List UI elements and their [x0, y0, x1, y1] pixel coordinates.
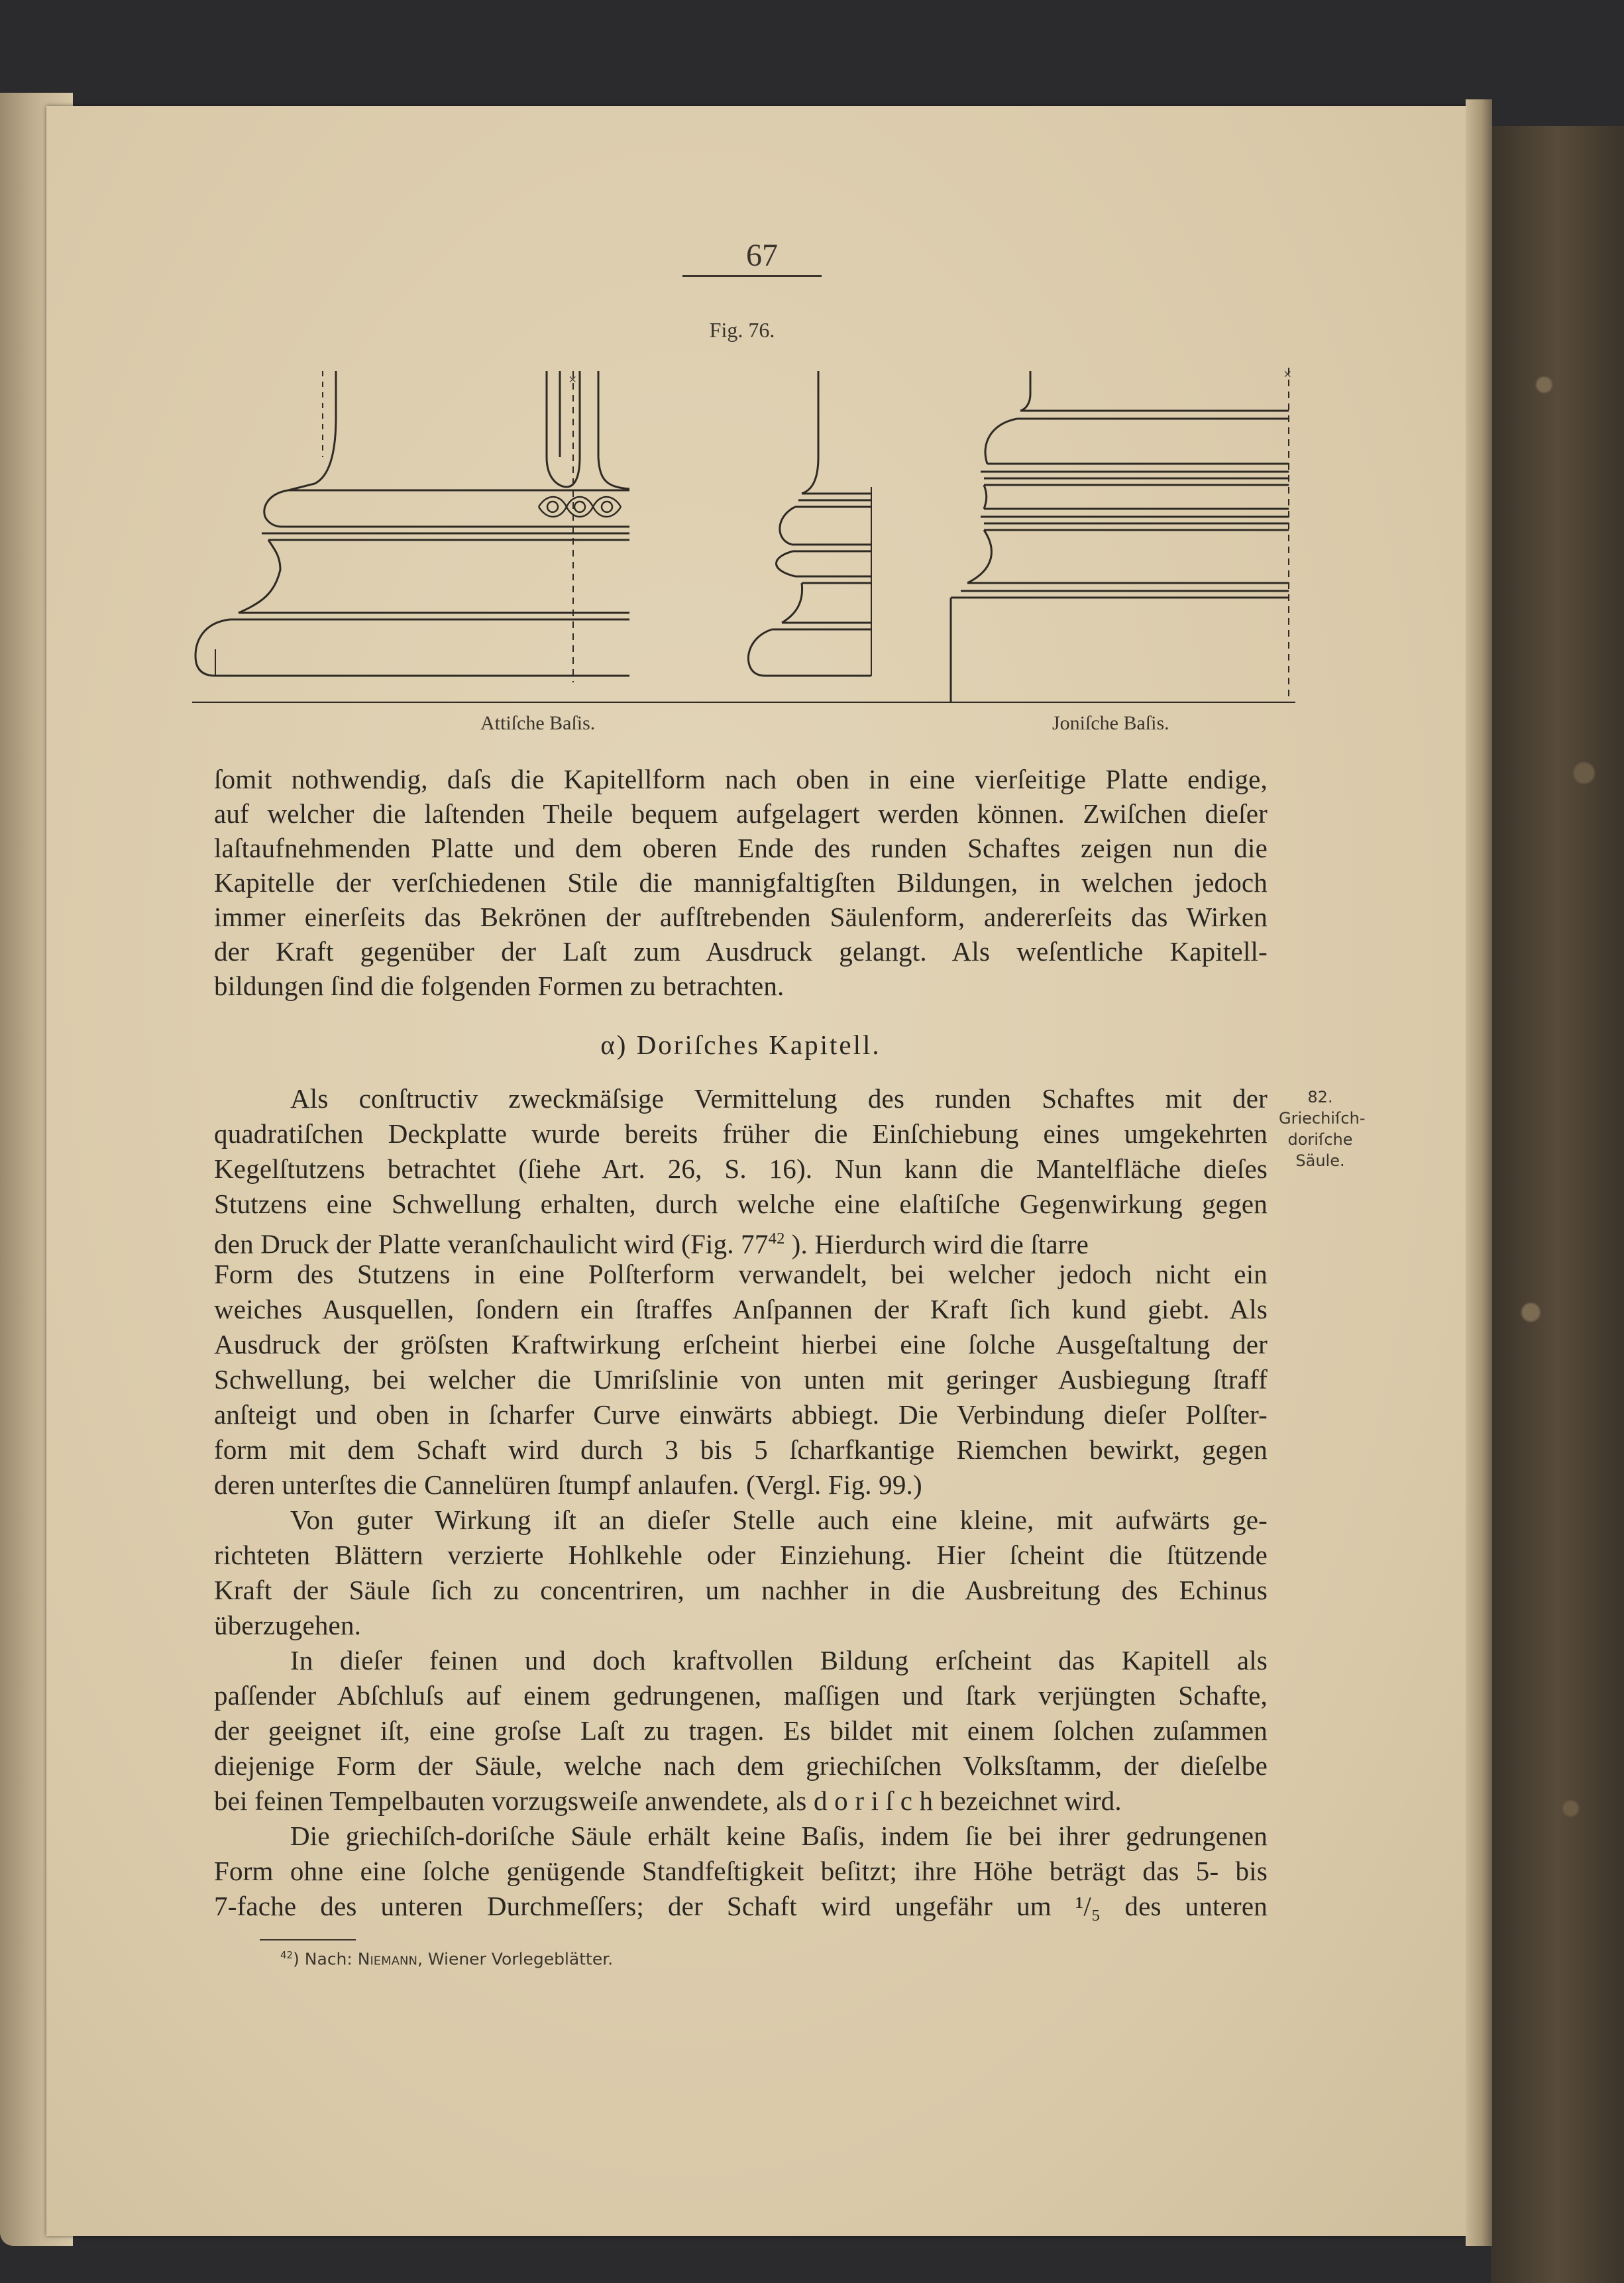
footnote-ref: 42 — [768, 1230, 785, 1248]
margin-note-line: doriſche — [1287, 1130, 1353, 1149]
text-line: bildungen ſind die folgenden Formen zu betrachten. — [214, 971, 785, 1001]
footnote-prefix: ) Nach: — [293, 1949, 358, 1969]
middle-base-drawing — [748, 371, 871, 676]
footnote-author: Niemann — [357, 1949, 417, 1969]
text-line: Kapitelle der verſchiedenen Stile die mannigfaltigſten Bildungen, in welchen jedoch — [214, 867, 1268, 898]
page-stack-edge — [1466, 99, 1492, 2246]
text-line: paſſender Abſchluſs auf einem gedrungenen, maſſigen und ſtark verjüngten Schafte, — [214, 1680, 1268, 1711]
text-line: ſomit nothwendig, daſs die Kapitellform nach oben in eine vierſeitige Platte endige, — [214, 764, 1268, 794]
text-line: Form ohne eine ſolche genügende Standfeſtigkeit beſitzt; ihre Höhe beträgt das 5- bis — [214, 1856, 1268, 1886]
text-segment: den Druck der Platte veranſchaulicht wird (Fig. 77 — [214, 1228, 769, 1259]
text-line: Die griechiſch-doriſche Säule erhält keine Baſis, indem ſie bei ihrer gedrungenen — [290, 1821, 1268, 1851]
text-line: richteten Blättern verzierte Hohlkehle oder Einziehung. Hier ſcheint die ſtützende — [214, 1540, 1268, 1570]
text-line: form mit dem Schaft wird durch 3 bis 5 ſcharfkantige Riemchen bewirkt, gegen — [214, 1434, 1268, 1465]
margin-note-line: Säule. — [1295, 1151, 1345, 1170]
text-line: laſtaufnehmenden Platte und dem oberen Ende des runden Schaftes zeigen nun die — [214, 833, 1268, 863]
text-segment: ). Hierdurch wird die ſtarre — [791, 1228, 1089, 1259]
figure-caption: Fig. 76. — [709, 318, 775, 342]
text-line: auf welcher die laſtenden Theile bequem aufgelagert werden können. Zwiſchen dieſer — [214, 798, 1268, 829]
margin-note-line: Griechiſch- — [1279, 1109, 1366, 1128]
text-line: In dieſer feinen und doch kraftvollen Bildung erſcheint das Kapitell als — [290, 1645, 1268, 1675]
text-line: diejenige Form der Säule, welche nach dem griechiſchen Volksſtamm, der dieſelbe — [214, 1750, 1268, 1781]
book-cover — [1491, 126, 1624, 2283]
page-number-rule — [682, 275, 822, 277]
text-line: bei feinen Tempelbauten vorzugsweiſe anwendete, als d o r i ſ c h bezeichnet wird. — [214, 1785, 1122, 1816]
text-line: Schwellung, bei welcher die Umriſslinie von unten mit geringer Ausbiegung ſtraff — [214, 1364, 1268, 1395]
ionic-base-drawing — [951, 366, 1291, 702]
text-line: Form des Stutzens in eine Polſterform verwandelt, bei welcher jedoch nicht ein — [214, 1259, 1268, 1289]
text-line: der Kraft gegenüber der Laſt zum Ausdruck gelangt. Als weſentliche Kapitell- — [214, 936, 1268, 967]
text-line: Kraft der Säule ſich zu concentriren, um nachher in die Ausbreitung des Echinus — [214, 1575, 1268, 1605]
text-line: deren unterſtes die Cannelüren ſtumpf anlaufen. (Vergl. Fig. 99.) — [214, 1469, 922, 1500]
figure-column-bases — [176, 358, 1302, 716]
figure-label-ionic: Joniſche Baſis. — [1052, 712, 1169, 734]
footnote-rest: , Wiener Vorlegeblätter. — [417, 1949, 614, 1969]
svg-text:×: × — [568, 371, 577, 388]
section-heading: α) Doriſches Kapitell. — [600, 1030, 881, 1060]
footnote-rule — [260, 1939, 356, 1940]
text-line: der geeignet iſt, eine groſse Laſt zu tragen. Es bildet mit einem ſolchen zuſammen — [214, 1715, 1268, 1746]
text-line: quadratiſchen Deckplatte wurde bereits früher die Einſchiebung eines umgekehrten — [214, 1118, 1268, 1149]
text-line — [214, 1220, 1268, 1257]
text-line: weiches Ausquellen, ſondern ein ſtraffes Anſpannen der Kraft ſich kund giebt. Als — [214, 1294, 1268, 1324]
text-line: 7-fache des unteren Durchmeſſers; der Schaft wird ungefähr um ¹/₅ des unteren — [214, 1891, 1268, 1921]
figure-label-attic: Attiſche Baſis. — [480, 712, 596, 734]
attic-base-drawing — [195, 371, 629, 682]
margin-note-number: 82. — [1307, 1088, 1333, 1106]
text-line: überzugehen. — [214, 1610, 362, 1640]
text-line: Kegelſtutzens betrachtet (ſiehe Art. 26, S. 16). Nun kann die Mantelfläche dieſes — [214, 1153, 1268, 1184]
text-line: Ausdruck der gröſsten Kraftwirkung erſcheint hierbei eine ſolche Ausgeſtaltung der — [214, 1329, 1268, 1359]
text-line: Von guter Wirkung iſt an dieſer Stelle auch eine kleine, mit aufwärts ge- — [290, 1505, 1268, 1535]
svg-text:×: × — [1283, 366, 1292, 382]
footnote — [280, 1949, 613, 1968]
text-line: Stutzens eine Schwellung erhalten, durch welche eine elaſtiſche Gegenwirkung gegen — [214, 1189, 1268, 1219]
text-line: Als conſtructiv zweckmäſsige Vermittelung des runden Schaftes mit der — [290, 1083, 1268, 1114]
page-number: 67 — [746, 238, 778, 273]
text-line: immer einerſeits das Bekrönen der aufſtrebenden Säulenform, andererſeits das Wirken — [214, 902, 1268, 932]
text-line: anſteigt und oben in ſcharfer Curve einwärts abbiegt. Die Verbindung dieſer Polſter- — [214, 1399, 1268, 1430]
footnote-number: 42 — [280, 1949, 294, 1961]
